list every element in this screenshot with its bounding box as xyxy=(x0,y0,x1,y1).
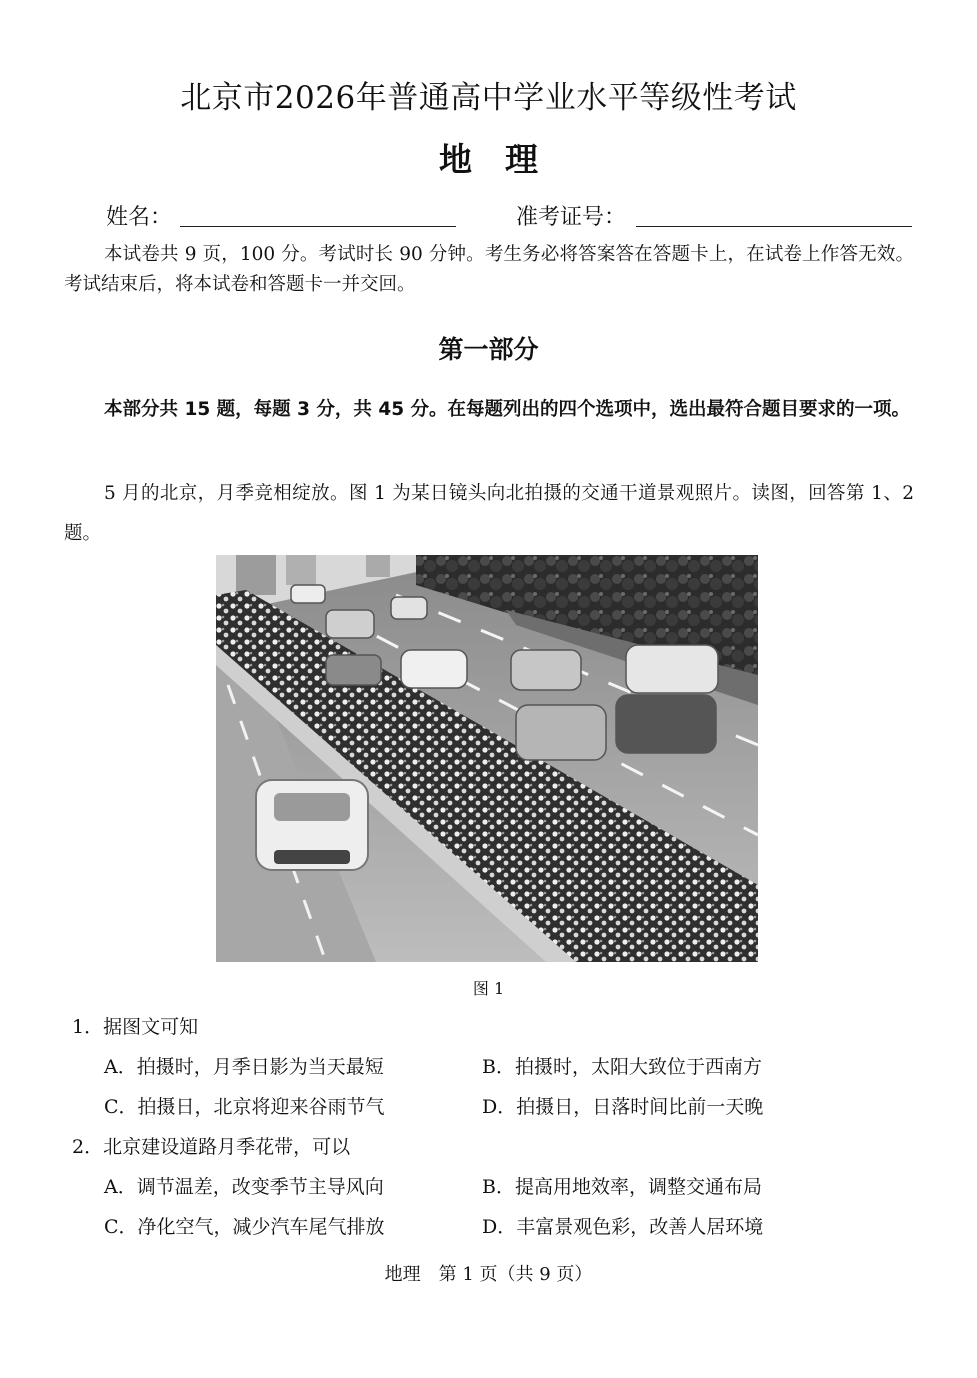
q1-option-d[interactable]: D．拍摄日，日落时间比前一天晚 xyxy=(482,1096,764,1118)
q2-option-c[interactable]: C．净化空气，减少汽车尾气排放 xyxy=(104,1216,385,1238)
passage: 5 月的北京，月季竞相绽放。图 1 为某日镜头向北拍摄的交通干道景观照片。读图，回答第 1、2 题。 xyxy=(64,483,914,544)
part-title: 第一部分 xyxy=(438,335,539,364)
q1-option-c[interactable]: C．拍摄日，北京将迎来谷雨节气 xyxy=(104,1096,385,1118)
traffic-photo xyxy=(216,555,758,962)
name-blank[interactable] xyxy=(180,226,456,227)
q2-option-b[interactable]: B．提高用地效率，调整交通布局 xyxy=(482,1176,762,1198)
name-label: 姓名： xyxy=(106,205,173,230)
exam-id-label: 准考证号： xyxy=(516,205,627,230)
q1-option-a[interactable]: A．拍摄时，月季日影为当天最短 xyxy=(104,1056,384,1078)
q1-option-b[interactable]: B．拍摄时，太阳大致位于西南方 xyxy=(482,1056,762,1078)
question-1: 1．据图文可知 xyxy=(72,1016,199,1038)
exam-title: 北京市2026年普通高中学业水平等级性考试 xyxy=(180,80,797,116)
figure-caption: 图 1 xyxy=(472,979,505,998)
question-2: 2．北京建设道路月季花带，可以 xyxy=(72,1136,351,1158)
q2-option-d[interactable]: D．丰富景观色彩，改善人居环境 xyxy=(482,1216,764,1238)
q2-option-a[interactable]: A．调节温差，改变季节主导风向 xyxy=(104,1176,384,1198)
subject-title: 地 理 xyxy=(439,140,538,179)
instructions: 本试卷共 9 页，100 分。考试时长 90 分钟。考生务必将答案答在答题卡上，在试卷上作答无效。考试结束后，将本试卷和答题卡一并交回。 xyxy=(64,244,914,295)
exam-id-blank[interactable] xyxy=(636,226,912,227)
part-intro: 本部分共 15 题，每题 3 分，共 45 分。在每题列出的四个选项中，选出最符合题目要求的一项。 xyxy=(104,399,911,420)
page-footer: 地理 第 1 页（共 9 页） xyxy=(384,1264,593,1285)
